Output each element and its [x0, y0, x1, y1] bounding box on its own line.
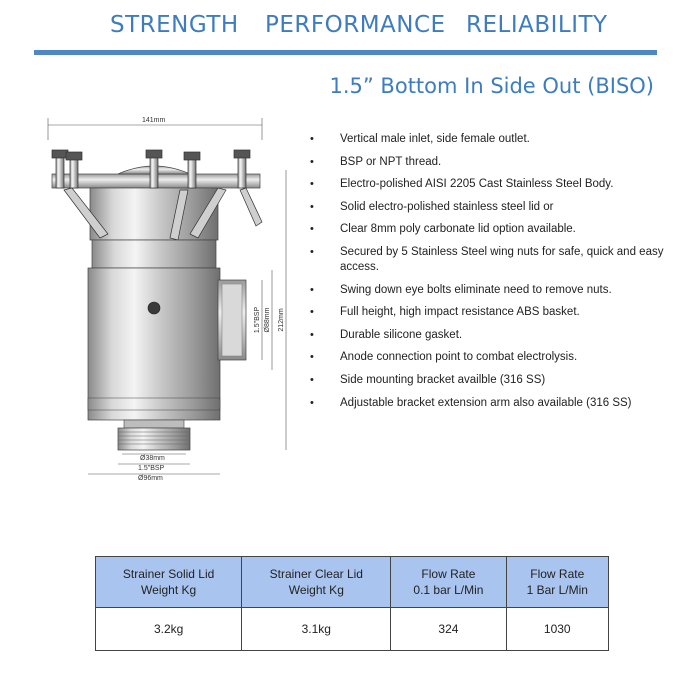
dim-width-label: 141mm [142, 117, 166, 124]
feature-item: • Swing down eye bolts eliminate need to remove nuts. [310, 283, 612, 296]
feature-item: • Full height, high impact resistance ABS basket. [310, 306, 580, 319]
bullet-icon: • [310, 245, 314, 258]
feature-list [310, 132, 670, 418]
feature-item: • Vertical male inlet, side female outlet. [310, 133, 530, 145]
dim-side-bsp: 1.5"BSP [254, 306, 261, 334]
dim-total-height: 212mm [278, 308, 285, 332]
bullet-icon: • [310, 155, 314, 168]
bullet-icon: • [310, 133, 314, 145]
spec-header-flow-rate-high: Flow Rate 1 Bar L/Min [506, 557, 609, 608]
header-performance: PERFORMANCE [265, 12, 446, 38]
feature-item: • Secured by 5 Stainless Steel wing nuts for safe, quick and easy access. [310, 245, 664, 273]
feature-item: • Durable silicone gasket. [310, 328, 463, 341]
dim-side-diameter: Ø88mm [264, 307, 271, 333]
spec-cell-solid-lid-weight: 3.2kg [96, 608, 242, 651]
feature-item: • Anode connection point to combat electrolysis. [310, 351, 578, 364]
feature-item: • Solid electro-polished stainless steel lid or [310, 200, 554, 213]
feature-item: • Adjustable bracket extension arm also available (316 SS) [310, 396, 632, 409]
header-strength: STRENGTH [110, 12, 239, 38]
spec-cell-flow-rate-high: 1030 [506, 608, 609, 651]
spec-cell-clear-lid-weight: 3.1kg [242, 608, 391, 651]
spec-table-header-row [96, 557, 609, 608]
spec-table [95, 556, 609, 651]
header [0, 12, 690, 48]
bullet-icon: • [310, 396, 314, 409]
strainer-drawing [30, 108, 300, 488]
bullet-icon: • [310, 328, 314, 341]
bullet-icon: • [310, 200, 314, 213]
dim-bottom-outer: Ø96mm [138, 475, 163, 482]
dim-bottom-inner: Ø38mm [140, 455, 165, 462]
spec-header-solid-lid-weight: Strainer Solid Lid Weight Kg [96, 557, 242, 608]
bullet-icon: • [310, 306, 314, 319]
product-subtitle: 1.5” Bottom In Side Out (BISO) [329, 74, 654, 98]
feature-item: • Clear 8mm poly carbonate lid option available. [310, 223, 576, 236]
feature-item: • Side mounting bracket availble (316 SS) [310, 373, 546, 386]
bullet-icon: • [310, 283, 314, 296]
header-rule [34, 50, 657, 55]
spec-cell-flow-rate-low: 324 [391, 608, 506, 651]
header-reliability: RELIABILITY [466, 12, 608, 38]
bullet-icon: • [310, 178, 314, 191]
feature-item: • Electro-polished AISI 2205 Cast Stainless Steel Body. [310, 178, 614, 191]
spec-table-row [96, 608, 609, 651]
spec-header-clear-lid-weight: Strainer Clear Lid Weight Kg [242, 557, 391, 608]
spec-header-flow-rate-low: Flow Rate 0.1 bar L/Min [391, 557, 506, 608]
bullet-icon: • [310, 351, 314, 364]
feature-item: • BSP or NPT thread. [310, 155, 442, 168]
bullet-icon: • [310, 373, 314, 386]
bullet-icon: • [310, 223, 314, 236]
dim-bottom-bsp: 1.5"BSP [138, 465, 165, 472]
